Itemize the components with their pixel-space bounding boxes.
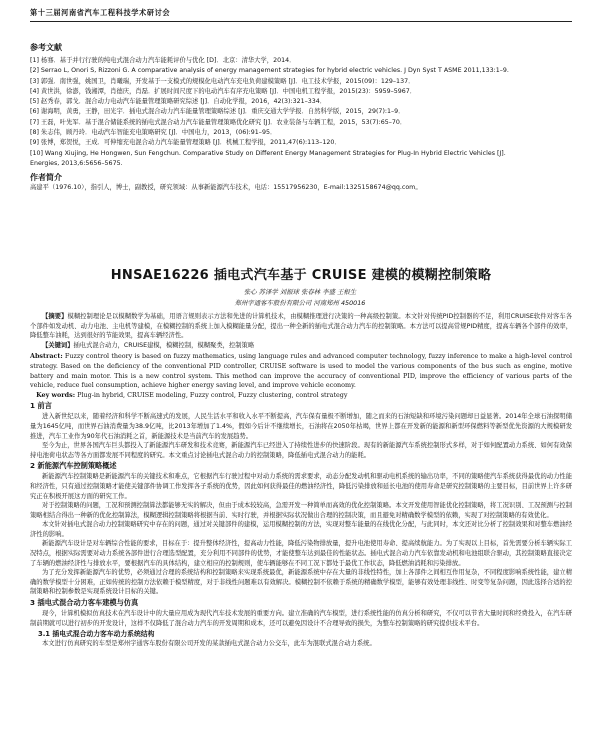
- paragraph: 对于控制策略的问题，工况和预测控制算法都能够无实的解决，但由于成本较较高，急需开发一种简单而高效的优化控制策略。本文开发使用智能优化控制策略，将工况识别、工况预测与控制策略相结合得出一种新的优化控制算法，模糊逻辑控制策略将根据当前、实时行驶，并根据实际状况做出合理的控制决策，而且避免对精确数学模型的依赖，实现了对控制策略的有效优化。: [30, 502, 572, 519]
- reference-item: [7] 王磊，叶先军．基于混合储能系统的插电式混合动力汽车能量管理策略优化研究 [J]．农业装备与车辆工程，2015，53(7):65–70．: [30, 118, 407, 126]
- abstract-en-label: Abstract:: [30, 352, 63, 361]
- paragraph: 新能源汽车控制策略是新能源汽车的关键技术和难点，它根据汽车行驶过程中对动力系统的需求要求，动态分配发动机和驱动电机系统的输出功率，不同的策略使汽车系统获得最优的动力性能和经济性，只有通过控制策略才能使关键部件协调工作发挥各子系统的优势，因此如何获得最佳的燃油经济性，降低污染排放和延长电池的使用寿命是研究控制策略的主要目标，目前世界上许多研究正在积极开展这方面的研究工作。: [30, 473, 572, 500]
- paragraph: 本文进行仿真研究的车型是郑州宇通客车股份有限公司开发的某款插电式混合动力公交车，此车为混联式混合动力系统。: [42, 640, 376, 648]
- paper-affiliation: 郑州宇通客车股份有限公司 河南郑州 450016: [234, 299, 366, 307]
- keywords-zh-text: 插电式混合动力，CRUISE建模，模糊控制，模糊聚类，控制策略: [73, 341, 255, 349]
- reference-item: [1] 杨骞．基于并行行驶的纯电式混合动力汽车能耗评价与优化 [D]．北京：清华大学，2014．: [30, 57, 296, 64]
- abstract-en-text: Fuzzy control theory is based on fuzzy mathematics, using language rules and advanced computer technology, fuzzy inference to make a high-level control strategy. Based on the deficiency of the conventional PID controller, CRUISE software is used to model the various components of the bus such as engine, motive battery and main motor. This is a new control system. This method can improve the accuracy of conventional PID, improve the efficiency of various parts of the vehicle, reduce fuel consumption, achieve higher energy saving level, and improve vehicle economy.: [30, 352, 572, 390]
- references-title: 参考文献: [30, 43, 62, 52]
- keywords-zh-label: 【关键词】: [42, 341, 74, 349]
- paper-title: HNSAE16226 插电式汽车基于 CRUISE 建模的模糊控制策略: [110, 268, 492, 283]
- section-heading: 1 前言: [30, 401, 52, 411]
- paper-body: [30, 312, 572, 649]
- keywords-en-text: Plug-in hybrid, CRUISE modeling, Fuzzy control, Fuzzy clustering, control strategy: [77, 390, 348, 399]
- running-header: 第十三届河南省汽车工程科技学术研讨会: [30, 8, 572, 22]
- references-section: [30, 42, 572, 193]
- paragraph: 进入新世纪以来，随着经济和科学不断高速式的发展，人民生活水平和收入水平不断提高，汽车保有量极不断增加，随之而来的石油短缺和环境污染问题却日益显著。2014年全球石油探明储量为1645亿吨，而世界石油消费量为38.9亿吨，比2013年增加了1.4%，假如今后计不继续增长，石油将在2050年枯竭，世界上都在开发新的能源和新型环保燃料等新型优先资源的大规模研发推进，汽车工业作为90年代石油消耗之首，新能源技术是当前汽车的发展趋势。: [30, 413, 572, 440]
- paragraph: 本文针对插电式混合动力控制策略研究中存在的问题，通过对关键部件的建模，运用模糊控制的方法，实现对整车能量的在线优化分配，与此同时，本文还对比分析了控制效果和对整车燃油经济性的影响。: [30, 521, 572, 538]
- section-heading: 3 插电式混合动力客车建模与仿真: [30, 598, 139, 608]
- reference-item: [10] Wang Xiujing, He Hongwen, Sun Fengchun. Comparative Study on Different Energy Management Strategies for Plug-In Hybrid Electric Vehicles [J].: [30, 149, 506, 157]
- reference-item: [6] 谢海明，黄勇，王静，田光宇．插电式混合动力汽车能量管理策略综述 [J]．重庆交通大学学报．自然科学版，2015，29(7):1–9．: [30, 108, 405, 116]
- author-intro-text: 高建平（1976.10），指引人，博士，副教授，研究领域：从事新能源汽车技术，电话：15517956230，E-mail:1325158674@qq.com。: [30, 184, 422, 192]
- paragraph: 新能源汽车设计是对车辆综合性能的要求，目标在于：提升整体经济性，提高动力性能，降低污染物排放量，提升电池使用寿命、提高续航能力。为了实现以上目标，首先需要分析车辆实际工况特点，根据实际需要对动力系统各部件进行合理选型配置，充分利用不同部件的优势，才能使整车达到最佳的性能状态。插电式混合动力汽车依靠发动机和电池组联合驱动，其控制策略直接决定了车辆的燃油经济性与排放水平，要根据汽车的具体结构，建立相应的控制规则，使车辆能够在不同工况下都处于最优工作状态，降低燃油消耗和污染排放。: [30, 540, 572, 567]
- reference-item: [8] 朱志伟，顾丹玲．电动汽车智能充电策略研究 [J]．中国电力，2013，(06):91–95．: [30, 129, 277, 137]
- author-intro-title: 作者简介: [30, 173, 62, 183]
- abstract-zh: [30, 312, 572, 341]
- reference-item: [9] 张博，郑贺悦，王成．可伸缩充电混合动力汽车能量管理策略 [J]．机械工程学报，2011,47(6):113–120．: [30, 139, 341, 147]
- keywords-en: [30, 391, 572, 401]
- paragraph: 现今，计算机模拟仿真技术在汽车设计中的大量应用成为现代汽车技术发展的重要方向。建立准确的汽车模型，进行系统性能的仿真分析和研究，不仅可以节省大量时间和经费投入，在汽车研制前期就可以进行初步的开发设计，这样不仅降低了混合动力汽车的开发周期和成本，还可以避免因设计不合理导致的损失，为整车控制策略的研究提供技术平台。: [30, 610, 572, 627]
- reference-item: [5] 赵秀春，郭戈．混合动力电动汽车能量管理策略研究综述 [J]．自动化学报，2016，42(3):321–334．: [30, 98, 327, 106]
- section-heading: 2 新能源汽车控制策略概述: [30, 461, 117, 471]
- keywords-zh: [30, 341, 572, 351]
- reference-item: Energies, 2013,6:5656–5675.: [30, 159, 123, 167]
- paper-authors: 张心 苏泽学 刘振球 张春林 李盛 王根生: [243, 288, 357, 296]
- abstract-zh-text: 模糊控制理论是以模糊数学为基础，用语言规则表示方法和先进的计算机技术，由模糊推理进行决策的一种高级控制策。本文针对传统PID控制器的不足，利用CRUISE软件对客车各个部件如发动机、动力电池、主电机等建模，在模糊控制的系统上加入模糊能量分配，提出一种全新的插电式混合动力汽车的控制策略。本方法可以提高常规PID精度，提高车辆各个部件的效率，降低整车油耗，达到很好的节能效果，提高车辆经济性。: [30, 313, 573, 340]
- reference-item: [2] Serrao L, Onori S, Rizzoni G. A comparative analysis of energy management strategies for hybrid electric vehicles. J Dyn Syst T ASME 2011,133:1–9.: [30, 67, 509, 75]
- abstract-en: [30, 352, 572, 390]
- subsection-heading: 3.1 插电式混合动力客车动力系统结构: [38, 630, 155, 639]
- reference-item: [3] 郭强．南世强，姚国卫，肖曦瑞，开发基于一支模式的规模化电动汽车充电负荷建模策略 [J]．电工技术学报，2015(09)：129–137．: [30, 77, 415, 85]
- paragraph: 至今为止，世界各国汽车巨头都投入了新能源汽车研发和技术竞赛，新能源汽车已经进入了持续性进步的快速阶段。现有的新能源汽车系统控制形式多样，对于如何配置动力系统、如何有效保持电池荷电状态等各方面都发展不同程度的研究。本文重点讨论插电式混合动力的控制策略，降低插电式混合动力的能耗。: [30, 442, 572, 459]
- keywords-en-label: Key words:: [36, 390, 76, 399]
- abstract-zh-label: 【摘要】: [42, 313, 68, 320]
- paragraph: 为了充分发挥新能源汽车的优势，必须通过合理的系统结构和控制策略来实现系统最优，新能源系统中存在大量的非线性特性，加上各部件之间相互作用复杂，不同程度影响系统性能，建立精确的数学模型十分困难，正如传统的控制方法依赖于模型精度，对于非线性问题难以有效解决。模糊控制不依赖于系统的精确数学模型，能够有效处理非线性、时变等复杂问题，因此选择合适的控制策略和控制参数是实现系统设计目标的关键。: [30, 569, 572, 596]
- reference-item: [4] 黄世洪，徐澎，钱湘潭，肖德庆，肖磊．扩展时间尺度下的电动汽车有序充电策略 [J]．中国电机工程学报，2015(23)：5959–5967．: [30, 87, 417, 95]
